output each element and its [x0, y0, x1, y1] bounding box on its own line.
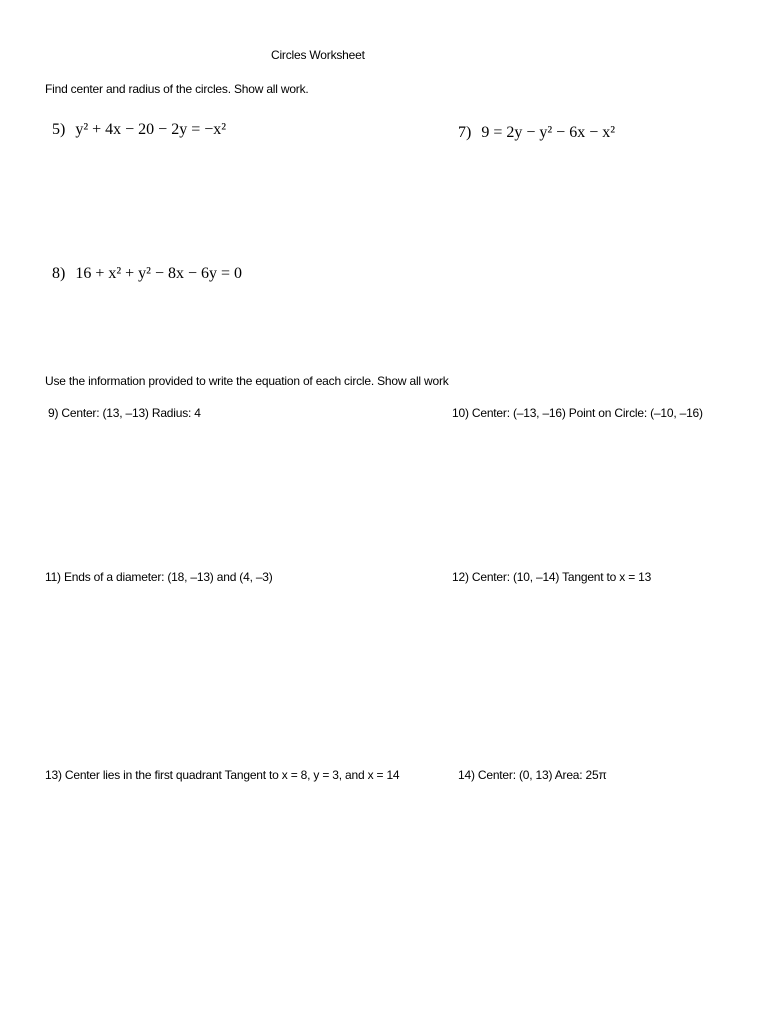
- problem-11: 11) Ends of a diameter: (18, –13) and (4, –3): [45, 570, 273, 584]
- problem-5-equation: y² + 4x − 20 − 2y = −x²: [75, 121, 227, 138]
- problem-7-number: 7): [458, 124, 472, 141]
- problem-12: 12) Center: (10, –14) Tangent to x = 13: [452, 570, 652, 584]
- problem-8-equation: 16 + x² + y² − 8x − 6y = 0: [75, 265, 243, 282]
- problem-5: [52, 121, 226, 139]
- problem-8-number: 8): [52, 265, 66, 282]
- problem-5-number: 5): [52, 121, 66, 138]
- problem-13: 13) Center lies in the first quadrant Tangent to x = 8, y = 3, and x = 14: [45, 768, 400, 782]
- problem-14: 14) Center: (0, 13) Area: 25π: [458, 768, 607, 782]
- section2-instructions: Use the information provided to write the equation of each circle. Show all work: [45, 374, 449, 388]
- section1-instructions: Find center and radius of the circles. Show all work.: [45, 82, 309, 96]
- problem-9: 9) Center: (13, –13) Radius: 4: [48, 406, 201, 420]
- problem-7: [458, 124, 615, 142]
- problem-10: 10) Center: (–13, –16) Point on Circle: (–10, –16): [452, 406, 703, 420]
- worksheet-title: Circles Worksheet: [271, 48, 365, 62]
- problem-7-equation: 9 = 2y − y² − 6x − x²: [481, 124, 616, 141]
- problem-8: [52, 265, 242, 283]
